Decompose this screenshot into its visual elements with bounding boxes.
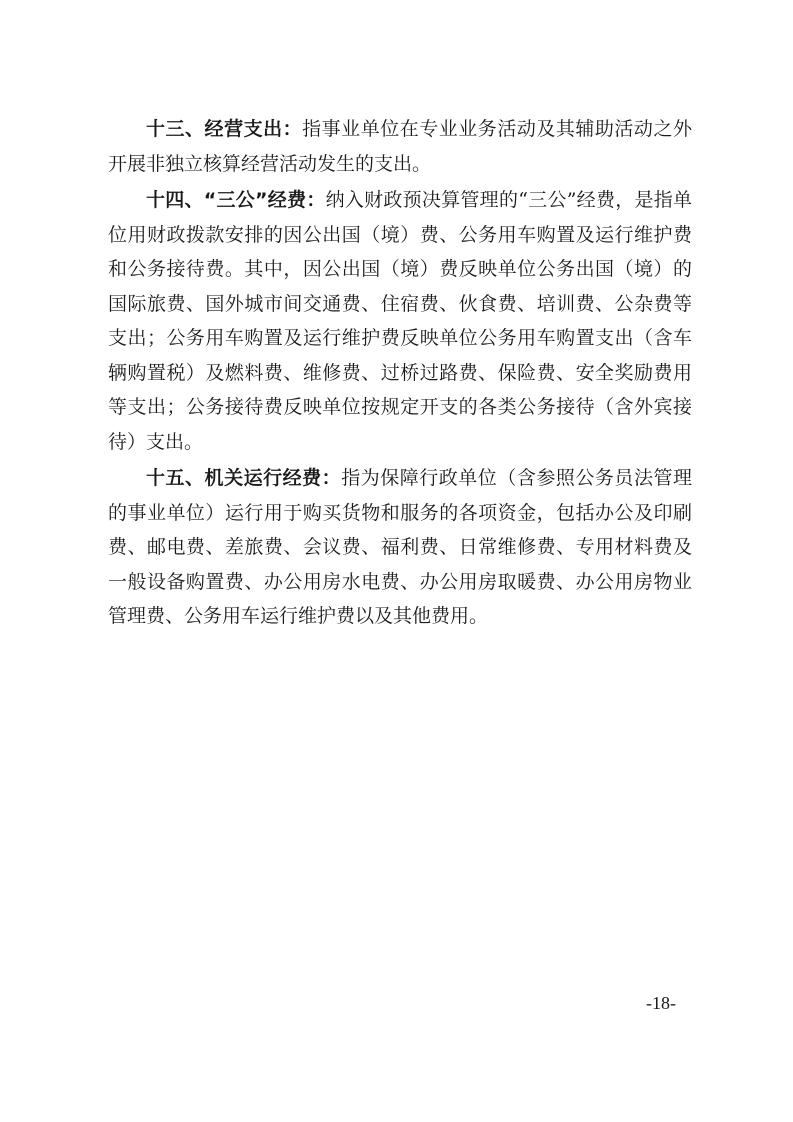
page-number: -18- xyxy=(646,993,676,1013)
term-three-public-expenses: 十四、“三公”经费： xyxy=(146,189,326,211)
paragraph-operating-expenditure xyxy=(108,112,692,181)
definition-agency-operating-funds: 指为保障行政单位（含参照公务员法管理的事业单位）运行用于购买货物和服务的各项资金，包括办公及印刷费、邮电费、差旅费、会议费、福利费、日常维修费、专用材料费及一般设备购置费、办公用房水电费、办公用房取暖费、办公用房物业管理费、公务用车运行维护费以及其他费用。 xyxy=(108,467,692,627)
paragraph-agency-operating-funds xyxy=(108,461,692,634)
paragraph-three-public-expenses xyxy=(108,183,692,459)
document-body xyxy=(108,112,692,636)
term-operating-expenditure: 十三、经营支出： xyxy=(146,118,303,140)
term-agency-operating-funds: 十五、机关运行经费： xyxy=(146,467,342,489)
definition-operating-expenditure: 指事业单位在专业业务活动及其辅助活动之外开展非独立核算经营活动发生的支出。 xyxy=(108,118,692,175)
definition-three-public-expenses: 纳入财政预决算管理的“三公”经费，是指单位用财政拨款安排的因公出国（境）费、公务用车购置及运行维护费和公务接待费。其中，因公出国（境）费反映单位公务出国（境）的国际旅费、国外城市间交通费、住宿费、伙食费、培训费、公杂费等支出；公务用车购置及运行维护费反映单位公务用车购置支出（含车辆购置税）及燃料费、维修费、过桥过路费、保险费、安全奖励费用等支出；公务接待费反映单位按规定开支的各类公务接待（含外宾接待）支出。 xyxy=(108,189,692,453)
